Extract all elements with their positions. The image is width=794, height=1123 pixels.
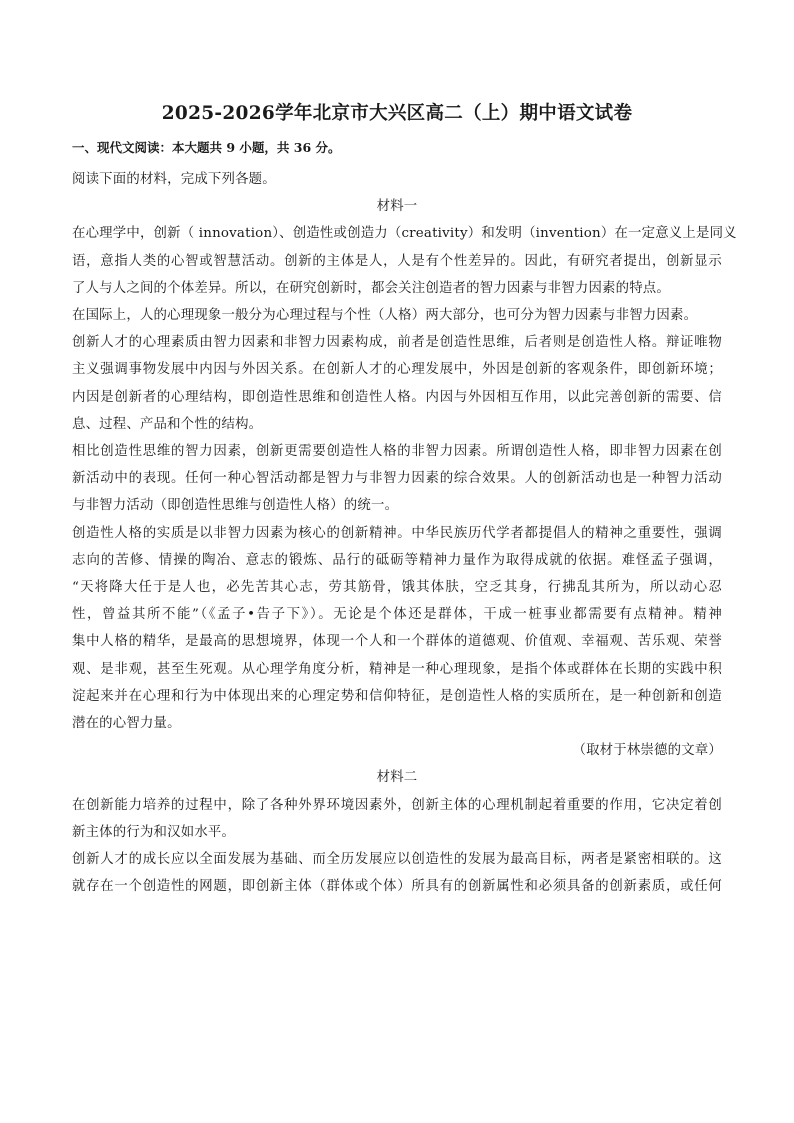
m1-line: 息、过程、产品和个性的结构。 (72, 416, 263, 432)
m2-line: 新主体的行为和汉如水平。 (72, 824, 236, 840)
section-heading: 一、现代文阅读：本大题共 9 小题，共 36 分。 (72, 140, 341, 155)
material2-heading: 材料二 (376, 770, 418, 786)
m1-line: 内因是创新者的心理结构，即创造性思维和创造性人格。内因与外因相互作用，以此完善创新的需要、信 (72, 389, 722, 405)
m1-line: 在国际上，人的心理现象一般分为心理过程与个性（人格）两大部分，也可分为智力因素与非智力因素。 (72, 308, 698, 324)
m1-line: 创新人才的心理素质由智力因素和非智力因素构成，前者是创造性思维，后者则是创造性人格。辩证唯物 (72, 335, 722, 351)
m1-line: 语，意指人类的心智或智慧活动。创新的主体是人，人是有个性差异的。因此，有研究者提出，创新显示 (72, 253, 722, 269)
m1-line: 在心理学中，创新（ innovation）、创造性或创造力（creativity）和发明（invention）在一定意义上是同义 (72, 226, 737, 242)
m1-line: 性，曾益其所不能”（《孟子•告子下》）。无论是个体还是群体，干成一桩事业都需要有点精神。精神 (72, 607, 722, 623)
m1-line: 潜在的心智力量。 (72, 716, 181, 732)
material1-source: （取材于林崇德的文章） (572, 743, 722, 759)
exam-title: 2025-2026学年北京市大兴区高二（上）期中语文试卷 (161, 103, 633, 124)
m1-line: 淀起来并在心理和行为中体现出来的心理定势和信仰特征，是创造性人格的实质所在，是一种创新和创造 (72, 688, 722, 704)
m1-line: 了人与人之间的个体差异。所以，在研究创新时，都会关注创造者的智力因素与非智力因素的特点。 (72, 280, 670, 296)
m1-line: 相比创造性思维的智力因素，创新更需要创造性人格的非智力因素。所谓创造性人格，即非智力因素在创 (72, 444, 722, 460)
material1-heading: 材料一 (376, 199, 418, 215)
m1-line: 观、是非观，甚至生死观。从心理学角度分析，精神是一种心理现象，是指个体或群体在长期的实践中积 (72, 661, 722, 677)
m1-line: 志向的苦修、情操的陶冶、意志的锻炼、品行的砥砺等精神力量作为取得成就的依据。难怪孟子强调， (72, 552, 722, 568)
m1-line: “天将降大任于是人也，必先苦其心志，劳其筋骨，饿其体肤，空乏其身，行拂乱其所为，所以动心忍 (72, 580, 722, 596)
m2-line: 就存在一个创造性的网题，即创新主体（群体或个体）所具有的创新属性和必须具备的创新素质，或任何 (72, 879, 722, 895)
m1-line: 集中人格的精华，是最高的思想境界，体现一个人和一个群体的道德观、价值观、幸福观、苦乐观、荣誉 (72, 634, 722, 650)
m2-line: 创新人才的成长应以全面发展为基础、而全历发展应以创造性的发展为最高目标，两者是紧密相联的。这 (72, 852, 722, 868)
exam-page (72, 100, 737, 900)
material1-body (72, 220, 737, 737)
m1-line: 与非智力活动（即创造性思维与创造性人格）的统一。 (72, 498, 399, 514)
instruction: 阅读下面的材料，完成下列各题。 (72, 172, 276, 187)
m1-line: 新活动中的表现。任何一种心智活动都是智力与非智力因素的综合效果。人的创新活动也是一种智力活动 (72, 471, 722, 487)
m1-line: 主义强调事物发展中内因与外因关系。在创新人才的心理发展中，外因是创新的客观条件，即创新环境； (72, 362, 722, 378)
material2-body (72, 792, 722, 901)
m2-line: 在创新能力培养的过程中，除了各种外界环境因素外，创新主体的心理机制起着重要的作用，它决定着创 (72, 797, 722, 813)
m1-line: 创造性人格的实质是以非智力因素为核心的创新精神。中华民族历代学者都提倡人的精神之重要性，强调 (72, 525, 722, 541)
